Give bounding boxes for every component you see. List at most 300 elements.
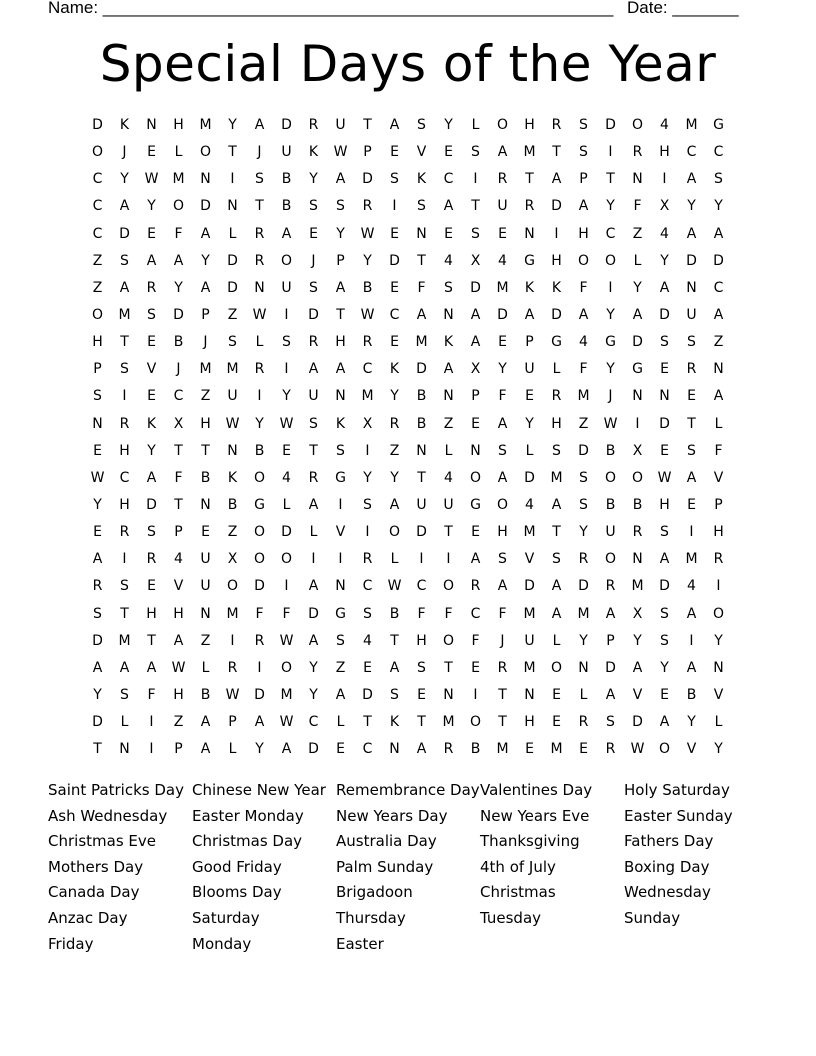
grid-letter: S (471, 144, 480, 161)
grid-letter: R (470, 578, 481, 595)
grid-letter: G (254, 496, 265, 513)
grid-letter: C (470, 605, 481, 622)
grid-letter: Y (525, 415, 534, 432)
grid-letter: G (632, 361, 643, 378)
grid-letter: D (389, 252, 400, 269)
grid-letter: T (606, 171, 615, 188)
grid-letter: S (309, 415, 318, 432)
grid-letter: C (713, 279, 724, 296)
grid-letter: I (608, 144, 613, 161)
grid-letter: 4 (660, 117, 669, 133)
grid-letter: T (498, 686, 507, 703)
grid-letter: N (335, 388, 346, 405)
grid-letter: A (308, 361, 319, 378)
grid-letter: P (93, 361, 102, 378)
grid-letter: N (578, 659, 589, 676)
grid-letter: U (497, 198, 508, 215)
grid-letter: H (578, 225, 589, 242)
grid-letter: D (551, 198, 562, 215)
grid-letter: 4 (579, 334, 588, 351)
grid-letter: A (686, 605, 697, 622)
grid-letter: N (146, 117, 157, 133)
grid-letter: A (254, 714, 265, 731)
grid-letter: U (443, 496, 454, 513)
grid-letter: S (336, 442, 345, 459)
grid-letter: E (687, 388, 696, 405)
grid-letter: P (228, 714, 237, 731)
grid-letter: O (631, 469, 644, 486)
grid-letter: N (470, 442, 481, 459)
grid-letter: C (713, 144, 724, 161)
grid-letter: S (336, 632, 345, 649)
grid-letter: N (443, 686, 454, 703)
grid-letter: H (524, 117, 535, 133)
grid-letter: F (633, 198, 642, 215)
grid-letter: L (390, 551, 399, 568)
grid-letter: A (416, 306, 427, 323)
grid-letter: H (497, 524, 508, 541)
grid-letter: S (282, 334, 291, 351)
grid-letter: S (444, 279, 453, 296)
grid-letter: W (90, 469, 105, 486)
grid-letter: Y (606, 198, 615, 215)
grid-letter: S (93, 605, 102, 622)
grid-letter: Y (228, 117, 237, 133)
grid-letter: R (254, 252, 265, 269)
grid-letter: P (525, 334, 534, 351)
grid-letter: E (309, 225, 318, 242)
grid-letter: T (687, 415, 696, 432)
grid-letter: D (308, 306, 319, 323)
word-list-item: Wednesday (624, 883, 711, 902)
grid-letter: C (119, 469, 130, 486)
grid-letter: B (416, 388, 427, 405)
grid-letter: W (360, 225, 375, 242)
grid-letter: R (443, 741, 454, 758)
grid-letter: I (716, 578, 721, 595)
grid-letter: A (497, 469, 508, 486)
grid-letter: R (497, 171, 508, 188)
grid-letter: A (335, 171, 346, 188)
grid-letter: A (659, 714, 670, 731)
grid-letter: A (281, 225, 292, 242)
grid-letter: I (554, 225, 559, 242)
grid-letter: T (471, 198, 480, 215)
grid-letter: M (199, 117, 212, 133)
grid-letter: A (713, 306, 724, 323)
grid-letter: H (335, 334, 346, 351)
grid-letter: L (714, 415, 723, 432)
grid-letter: T (174, 496, 183, 513)
grid-letter: G (470, 496, 481, 513)
grid-letter: Y (336, 225, 345, 242)
grid-letter: S (471, 225, 480, 242)
grid-letter: T (363, 117, 372, 133)
word-list-item: Saturday (192, 908, 260, 927)
grid-letter: K (146, 415, 157, 432)
grid-letter: S (309, 279, 318, 296)
grid-letter: E (660, 686, 669, 703)
grid-letter: V (524, 551, 535, 568)
grid-letter: L (444, 442, 453, 459)
grid-letter: W (279, 415, 294, 432)
word-list-item: Remembrance Day (336, 781, 480, 799)
grid-letter: P (201, 306, 210, 323)
grid-letter: G (551, 334, 562, 351)
grid-letter: T (552, 144, 561, 161)
grid-letter: Z (632, 225, 643, 242)
grid-letter: N (632, 388, 643, 405)
grid-letter: B (173, 334, 184, 351)
grid-letter: A (497, 578, 508, 595)
grid-letter: E (390, 144, 399, 161)
grid-letter: J (500, 632, 505, 649)
grid-letter: B (362, 279, 373, 296)
grid-letter: C (362, 741, 373, 758)
grid-letter: H (524, 714, 535, 731)
grid-letter: I (284, 361, 289, 378)
grid-letter: R (146, 279, 157, 296)
grid-letter: D (578, 442, 589, 459)
grid-letter: S (660, 605, 669, 622)
grid-letter: F (174, 469, 183, 486)
grid-letter: E (471, 524, 480, 541)
grid-letter: W (603, 415, 618, 432)
grid-letter: Y (147, 198, 156, 215)
grid-letter: A (200, 714, 211, 731)
grid-letter: A (497, 144, 508, 161)
grid-letter: R (362, 198, 373, 215)
grid-letter: O (253, 469, 266, 486)
grid-letter: W (144, 171, 159, 188)
word-list-item: Canada Day (48, 883, 140, 902)
grid-letter: D (713, 252, 724, 269)
grid-letter: O (604, 252, 617, 269)
grid-letter: N (227, 442, 238, 459)
grid-letter: L (336, 714, 345, 731)
grid-letter: L (552, 632, 561, 649)
word-search-grid (84, 112, 732, 763)
word-list-item: Ash Wednesday (48, 806, 168, 825)
grid-letter: M (523, 144, 536, 161)
grid-letter: A (605, 686, 616, 703)
grid-letter: O (604, 469, 617, 486)
grid-letter: P (606, 632, 615, 649)
grid-letter: M (685, 551, 698, 568)
word-list-item: Palm Sunday (336, 857, 434, 876)
grid-letter: R (578, 551, 589, 568)
grid-letter: T (255, 198, 264, 215)
grid-letter: Y (714, 632, 723, 649)
grid-letter: H (551, 415, 562, 432)
grid-letter: E (579, 741, 588, 758)
grid-letter: D (416, 524, 427, 541)
grid-letter: D (308, 605, 319, 622)
grid-letter: I (365, 442, 370, 459)
grid-letter: T (201, 442, 210, 459)
grid-letter: A (578, 198, 589, 215)
grid-letter: S (363, 605, 372, 622)
grid-letter: Z (92, 252, 103, 269)
word-list-item: Thursday (336, 908, 406, 927)
grid-letter: B (605, 496, 616, 513)
grid-letter: 4 (444, 469, 453, 486)
grid-letter: R (254, 361, 265, 378)
grid-letter: R (146, 551, 157, 568)
grid-letter: I (230, 171, 235, 188)
grid-letter: Y (687, 198, 696, 215)
word-list-item: Christmas (480, 883, 556, 902)
grid-letter: M (415, 334, 428, 351)
grid-letter: A (200, 279, 211, 296)
grid-letter: W (279, 632, 294, 649)
grid-letter: C (362, 361, 373, 378)
grid-letter: A (524, 306, 535, 323)
grid-letter: V (335, 524, 346, 541)
grid-letter: Y (120, 171, 129, 188)
grid-letter: E (471, 659, 480, 676)
grid-letter: Y (444, 117, 453, 133)
page-title: Special Days of the Year (99, 35, 717, 93)
grid-letter: F (714, 442, 723, 459)
grid-letter: X (470, 252, 481, 269)
grid-letter: I (284, 578, 289, 595)
grid-letter: K (119, 117, 130, 133)
grid-letter: D (281, 117, 292, 133)
grid-letter: R (713, 551, 724, 568)
grid-letter: A (497, 415, 508, 432)
grid-letter: E (147, 388, 156, 405)
grid-letter: M (631, 578, 644, 595)
grid-letter: R (362, 551, 373, 568)
grid-letter: O (253, 524, 266, 541)
grid-letter: 4 (498, 252, 507, 269)
grid-letter: Z (713, 334, 724, 351)
grid-letter: S (552, 442, 561, 459)
grid-letter: F (498, 605, 507, 622)
grid-letter: K (551, 279, 562, 296)
grid-letter: G (335, 605, 346, 622)
grid-letter: S (687, 442, 696, 459)
grid-letter: A (659, 279, 670, 296)
grid-letter: Y (660, 659, 669, 676)
grid-letter: N (200, 171, 211, 188)
grid-letter: A (308, 496, 319, 513)
grid-letter: P (174, 741, 183, 758)
grid-letter: M (118, 632, 131, 649)
grid-letter: S (120, 252, 129, 269)
grid-letter: S (417, 198, 426, 215)
grid-letter: I (392, 198, 397, 215)
grid-letter: R (497, 659, 508, 676)
grid-letter: Y (309, 171, 318, 188)
grid-letter: L (282, 496, 291, 513)
grid-letter: H (200, 415, 211, 432)
word-list-item: Easter Sunday (624, 806, 733, 825)
grid-letter: A (443, 198, 454, 215)
grid-letter: N (632, 551, 643, 568)
grid-letter: D (92, 714, 103, 731)
grid-letter: D (497, 306, 508, 323)
grid-letter: R (308, 469, 319, 486)
word-list-item: Christmas Day (192, 832, 303, 851)
grid-letter: X (632, 605, 643, 622)
grid-letter: U (524, 632, 535, 649)
grid-letter: Y (255, 741, 264, 758)
grid-letter: I (419, 551, 424, 568)
grid-letter: K (308, 144, 319, 161)
grid-letter: X (632, 442, 643, 459)
grid-letter: R (578, 714, 589, 731)
grid-letter: I (230, 632, 235, 649)
grid-letter: S (93, 388, 102, 405)
grid-letter: O (658, 741, 671, 758)
grid-letter: U (281, 144, 292, 161)
grid-letter: D (362, 686, 373, 703)
grid-letter: P (714, 496, 723, 513)
grid-letter: K (227, 469, 238, 486)
grid-letter: F (471, 632, 480, 649)
grid-letter: H (659, 144, 670, 161)
grid-letter: M (118, 306, 131, 323)
grid-letter: O (442, 632, 455, 649)
grid-letter: B (200, 686, 211, 703)
grid-letter: R (551, 117, 562, 133)
grid-letter: L (201, 659, 210, 676)
grid-letter: M (280, 686, 293, 703)
grid-letter: U (308, 388, 319, 405)
word-list-item: Good Friday (192, 857, 282, 876)
word-list-item: Mothers Day (48, 857, 144, 876)
grid-letter: S (498, 551, 507, 568)
grid-letter: D (659, 415, 670, 432)
grid-letter: F (498, 388, 507, 405)
grid-letter: A (146, 252, 157, 269)
name-date-line (48, 0, 748, 19)
grid-letter: A (389, 496, 400, 513)
grid-letter: 4 (174, 551, 183, 568)
grid-letter: G (335, 469, 346, 486)
grid-letter: Y (579, 524, 588, 541)
grid-letter: D (308, 741, 319, 758)
grid-letter: C (416, 578, 427, 595)
grid-letter: A (119, 198, 130, 215)
grid-letter: W (252, 306, 267, 323)
grid-letter: N (443, 306, 454, 323)
grid-letter: R (254, 225, 265, 242)
grid-letter: E (282, 442, 291, 459)
grid-letter: E (552, 714, 561, 731)
grid-letter: M (226, 361, 239, 378)
word-list-item: Blooms Day (192, 883, 282, 902)
grid-letter: J (176, 361, 181, 378)
grid-letter: S (606, 714, 615, 731)
grid-letter: B (686, 686, 697, 703)
grid-letter: B (470, 741, 481, 758)
grid-letter: D (470, 279, 481, 296)
grid-letter: W (225, 415, 240, 432)
grid-letter: X (173, 415, 184, 432)
grid-letter: U (524, 361, 535, 378)
grid-letter: A (686, 469, 697, 486)
grid-letter: F (444, 605, 453, 622)
grid-letter: M (523, 524, 536, 541)
grid-letter: L (525, 442, 534, 459)
grid-letter: C (92, 225, 103, 242)
grid-letter: S (120, 361, 129, 378)
grid-letter: O (388, 524, 401, 541)
grid-letter: Z (92, 279, 103, 296)
grid-letter: Y (714, 198, 723, 215)
grid-letter: C (92, 198, 103, 215)
grid-letter: W (387, 578, 402, 595)
grid-letter: Y (390, 469, 399, 486)
name-field-line: Name: ______________________________________________________ (48, 0, 614, 17)
grid-letter: Z (173, 714, 184, 731)
grid-letter: S (120, 686, 129, 703)
grid-letter: T (120, 605, 129, 622)
grid-letter: N (200, 496, 211, 513)
grid-letter: Y (363, 252, 372, 269)
grid-letter: A (389, 117, 400, 133)
grid-letter: A (632, 659, 643, 676)
grid-letter: I (338, 496, 343, 513)
grid-letter: A (335, 686, 346, 703)
grid-letter: Y (714, 741, 723, 758)
grid-letter: Z (578, 415, 589, 432)
grid-letter: Z (227, 524, 238, 541)
grid-letter: R (524, 198, 535, 215)
grid-letter: T (147, 632, 156, 649)
grid-letter: M (523, 605, 536, 622)
grid-letter: D (227, 252, 238, 269)
grid-letter: E (390, 225, 399, 242)
grid-letter: Z (389, 442, 400, 459)
grid-letter: Y (282, 388, 291, 405)
grid-letter: T (309, 442, 318, 459)
grid-letter: M (442, 714, 455, 731)
grid-letter: P (363, 144, 372, 161)
grid-letter: R (632, 524, 643, 541)
grid-letter: U (200, 551, 211, 568)
grid-letter: N (254, 279, 265, 296)
grid-letter: R (632, 144, 643, 161)
word-list-item: Monday (192, 934, 252, 953)
grid-letter: D (524, 578, 535, 595)
grid-letter: D (281, 524, 292, 541)
grid-letter: Y (309, 659, 318, 676)
grid-letter: 4 (282, 469, 291, 486)
grid-letter: W (333, 144, 348, 161)
grid-letter: N (416, 225, 427, 242)
grid-letter: A (686, 225, 697, 242)
grid-letter: A (146, 659, 157, 676)
grid-letter: M (550, 741, 563, 758)
grid-letter: I (662, 171, 667, 188)
grid-letter: S (660, 632, 669, 649)
grid-letter: A (416, 741, 427, 758)
grid-letter: I (365, 524, 370, 541)
grid-letter: Z (227, 306, 238, 323)
grid-letter: A (389, 659, 400, 676)
grid-letter: L (552, 361, 561, 378)
grid-letter: I (608, 279, 613, 296)
grid-letter: D (416, 361, 427, 378)
grid-letter: N (389, 741, 400, 758)
grid-letter: A (443, 361, 454, 378)
grid-letter: M (550, 469, 563, 486)
grid-letter: E (525, 388, 534, 405)
